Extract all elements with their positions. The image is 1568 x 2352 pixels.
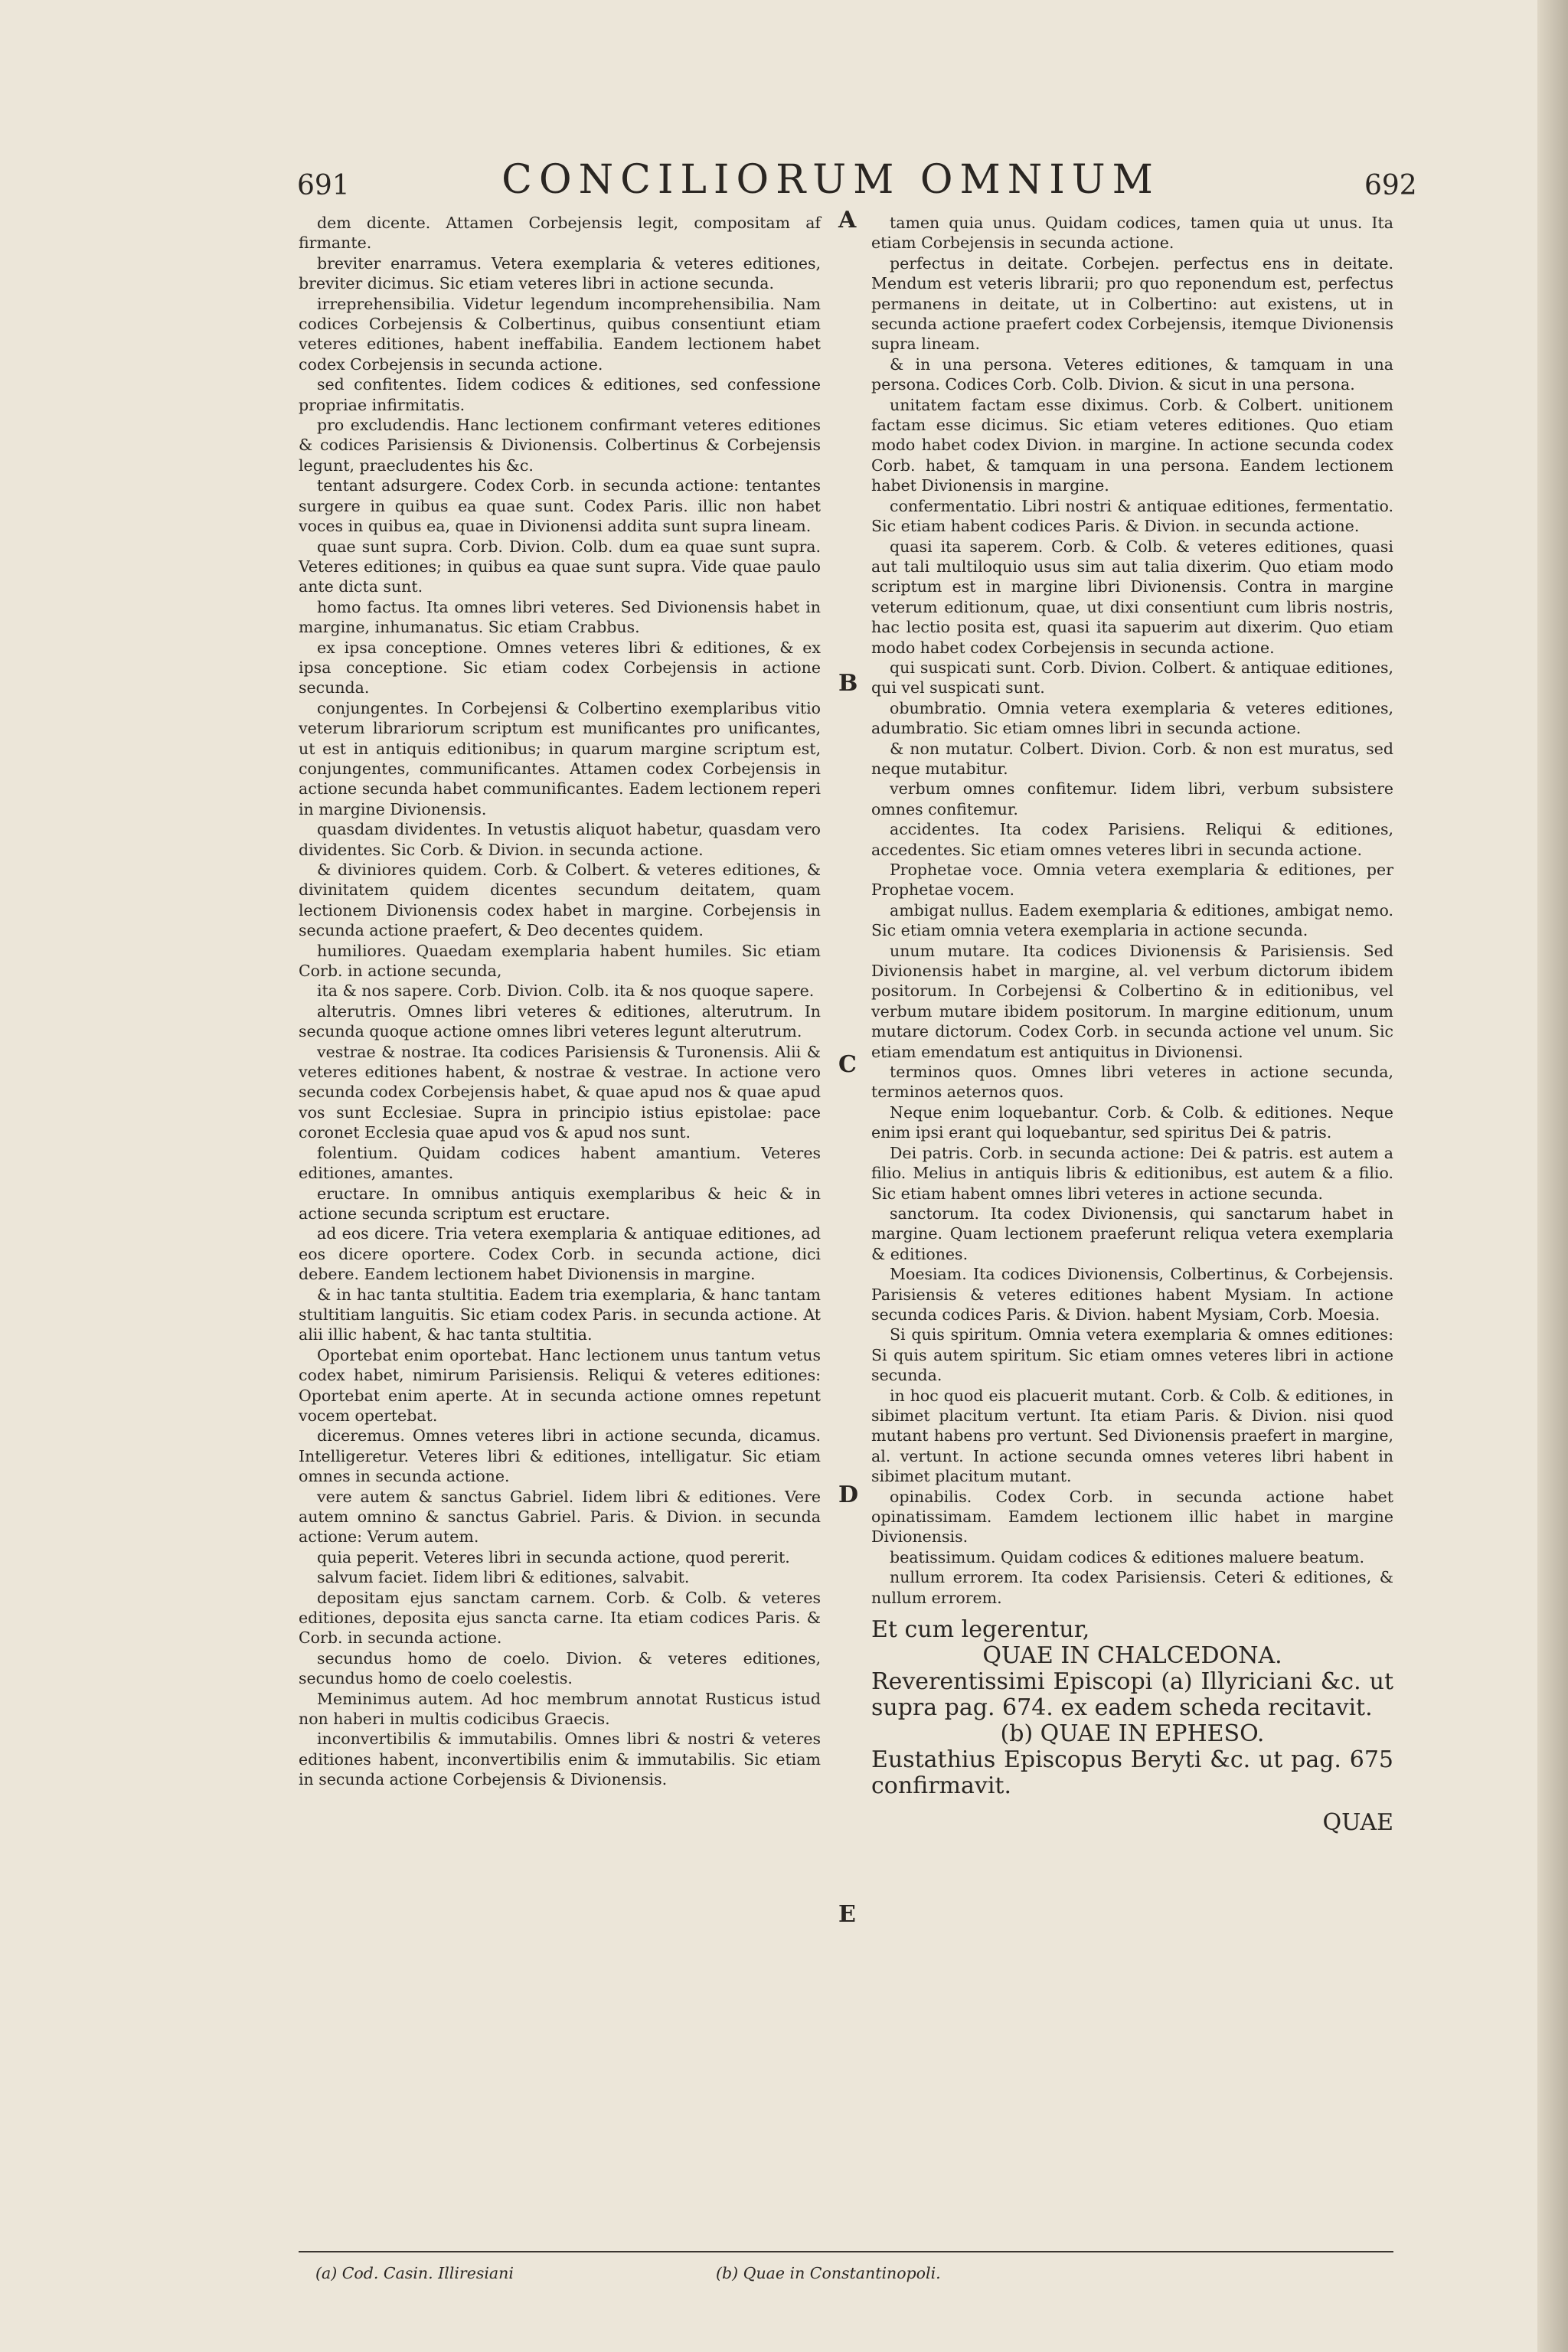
note-entry: & in hac tanta stultitia. Eadem tria exemplaria, & hanc tantam stultitiam languitis. Sic etiam codex Paris. in secunda actione. At alii illic habent, & hac tanta stultitia. bbox=[299, 1285, 821, 1344]
note-entry: Prophetae voce. Omnia vetera exemplaria & editiones, per Prophetae vocem. bbox=[871, 861, 1393, 900]
note-entry: Si quis spiritum. Omnia vetera exemplaria & omnes editiones: Si quis autem spiritum. Sic etiam omnes veteres libri in actione secunda. bbox=[871, 1325, 1393, 1385]
note-entry: breviter enarramus. Vetera exemplaria & veteres editiones, breviter dicimus. Sic etiam veteres libri in actione secunda. bbox=[299, 253, 821, 293]
note-entry: verbum omnes confitemur. Iidem libri, verbum subsistere omnes confitemur. bbox=[871, 779, 1393, 818]
closing-line-3: Eustathius Episcopus Beryti &c. ut pag. 675 confirmavit. bbox=[871, 1746, 1393, 1800]
margin-marker-c: C bbox=[838, 1051, 857, 1078]
note-entry: & diviniores quidem. Corb. & Colbert. & veteres editiones, & divinitatem quidem dicentes secundum deitatem, quam lectionem Divionensis codex habet in margine. Corbejensis in secunda actione praefert, & Deo decentes quidem. bbox=[299, 861, 821, 940]
note-entry: unum mutare. Ita codices Divionensis & Parisiensis. Sed Divionensis habet in margine, al. vel verbum dictorum ibidem positorum. In Corbejensi & Colbertino & in editionibus, vel verbum mutare ibidem positorum. In margine editionum, unum mutare dictorum. Codex Corb. in secunda actione vel unum. Sic etiam emendatum est antiquitus in Divionensi. bbox=[871, 941, 1393, 1061]
note-entry: perfectus in deitate. Corbejen. perfectus ens in deitate. Mendum est veteris librarii; pro quo reponendum est, perfectus permanens in deitate, ut in Colbertino: aut existens, ut in secunda actione praefert codex Corbejensis, itemque Divionensis supra lineam. bbox=[871, 253, 1393, 354]
page-edge bbox=[1537, 0, 1568, 2352]
note-entry: tentant adsurgere. Codex Corb. in secunda actione: tentantes surgere in quibus ea quae sunt. Codex Paris. illic non habet voces in quibus ea, quae in Divionensi addita sunt supra lineam. bbox=[299, 476, 821, 536]
note-entry: in hoc quod eis placuerit mutant. Corb. & Colb. & editiones, in sibimet placitum vertunt. Ita etiam Paris. & Divion. nisi quod mutant habens pro vertunt. Sed Divionensis praefert in margine, al. vertunt. In actione secunda omnes veteres libri habent in sibimet placitum mutant. bbox=[871, 1386, 1393, 1486]
note-entry: folentium. Quidam codices habent amantium. Veteres editiones, amantes. bbox=[299, 1143, 821, 1183]
footnote-a: (a) Cod. Casin. Illiresiani bbox=[315, 2264, 514, 2282]
closing-title-2: (b) QUAE IN EPHESO. bbox=[1000, 1720, 1265, 1748]
closing-line-1: Et cum legerentur, bbox=[871, 1616, 1090, 1644]
note-entry: vestrae & nostrae. Ita codices Parisiensis & Turonensis. Alii & veteres editiones habent, & nostrae & vestrae. In actione vero secunda codex Corbejensis habet, & quae apud nos & quae apud vos sunt Ecclesiae. Supra in principio istius epistolae: pace coronet Ecclesia quae apud vos & apud nos sunt. bbox=[299, 1042, 821, 1142]
page-number-left: 691 bbox=[297, 170, 350, 201]
note-entry: ambigat nullus. Eadem exemplaria & editiones, ambigat nemo. Sic etiam omnia vetera exemplaria in actione secunda. bbox=[871, 900, 1393, 940]
note-entry: irreprehensibilia. Videtur legendum incomprehensibilia. Nam codices Corbejensis & Colbertinus, quibus consentiunt etiam veteres editiones, habent ineffabilia. Eandem lectionem habet codex Corbejensis in secunda actione. bbox=[299, 294, 821, 374]
note-entry: secundus homo de coelo. Divion. & veteres editiones, secundus homo de coelo coelestis. bbox=[299, 1648, 821, 1688]
closing-block bbox=[871, 1616, 1393, 1837]
running-title: CONCILIORUM OMNIUM bbox=[501, 157, 1160, 203]
margin-marker-a: A bbox=[838, 207, 857, 234]
note-entry: unitatem factam esse diximus. Corb. & Colbert. unitionem factam esse dicimus. Sic etiam veteres editiones. Quo etiam modo habet codex Divion. in margine. In actione secunda codex Corb. habet, & tamquam in una persona. Eandem lectionem habet Divionensis in margine. bbox=[871, 395, 1393, 495]
note-entry: accidentes. Ita codex Parisiens. Reliqui & editiones, accedentes. Sic etiam omnes veteres libri in secunda actione. bbox=[871, 820, 1393, 859]
note-entry: quasdam dividentes. In vetustis aliquot habetur, quasdam vero dividentes. Sic Corb. & Divion. in secunda actione. bbox=[299, 820, 821, 859]
page-number-right: 692 bbox=[1364, 170, 1417, 201]
note-entry: pro excludendis. Hanc lectionem confirmant veteres editiones & codices Parisiensis & Divionensis. Colbertinus & Corbejensis legunt, praecludentes his &c. bbox=[299, 416, 821, 475]
note-entry: & non mutatur. Colbert. Divion. Corb. & non est muratus, sed neque mutabitur. bbox=[871, 739, 1393, 778]
note-entry: quia peperit. Veteres libri in secunda actione, quod pererit. bbox=[317, 1547, 790, 1566]
closing-title-1: QUAE IN CHALCEDONA. bbox=[982, 1642, 1282, 1670]
margin-marker-b: B bbox=[838, 670, 858, 697]
note-entry: depositam ejus sanctam carnem. Corb. & Colb. & veteres editiones, deposita ejus sancta carne. Ita etiam codices Paris. & Corb. in secunda actione. bbox=[299, 1588, 821, 1648]
note-entry: Moesiam. Ita codices Divionensis, Colbertinus, & Corbejensis. Parisiensis & veteres editiones habent Mysiam. In actione secunda codices Paris. & Divion. habent Mysiam, Corb. Moesia. bbox=[871, 1265, 1393, 1324]
note-entry: diceremus. Omnes veteres libri in actione secunda, dicamus. Intelligeretur. Veteres libri & editiones, intelligatur. Sic etiam omnes in secunda actione. bbox=[299, 1426, 821, 1486]
margin-marker-d: D bbox=[838, 1481, 859, 1508]
note-entry: terminos quos. Omnes libri veteres in actione secunda, terminos aeternos quos. bbox=[871, 1063, 1393, 1102]
note-entry: quae sunt supra. Corb. Divion. Colb. dum ea quae sunt supra. Veteres editiones; in quibus ea quae sunt supra. Vide quae paulo ante dicta sunt. bbox=[299, 537, 821, 596]
note-entry: Oportebat enim oportebat. Hanc lectionem unus tantum vetus codex habet, nimirum Parisiensis. Reliqui & veteres editiones: Oportebat enim aperte. At in secunda actione omnes repetunt vocem opertebat. bbox=[299, 1345, 821, 1425]
margin-marker-e: E bbox=[838, 1901, 856, 1928]
right-column-entries bbox=[871, 213, 1393, 1608]
note-entry: humiliores. Quaedam exemplaria habent humiles. Sic etiam Corb. in actione secunda, bbox=[299, 941, 821, 981]
note-entry: dem dicente. Attamen Corbejensis legit, compositam af firmante. bbox=[299, 214, 821, 253]
note-entry: homo factus. Ita omnes libri veteres. Sed Divionensis habet in margine, inhumanatus. Sic etiam Crabbus. bbox=[299, 597, 821, 637]
footnote-b: (b) Quae in Constantinopoli. bbox=[716, 2264, 941, 2282]
left-column bbox=[299, 213, 821, 1790]
note-entry: sanctorum. Ita codex Divionensis, qui sanctarum habet in margine. Quam lectionem praeferunt reliqua vetera exemplaria & editiones. bbox=[871, 1204, 1393, 1263]
note-entry: Dei patris. Corb. in secunda actione: Dei & patris. est autem a filio. Melius in antiquis libris & editionibus, est autem & a filio. Sic etiam habent omnes libri veteres in actione secunda. bbox=[871, 1143, 1393, 1203]
note-entry: qui suspicati sunt. Corb. Divion. Colbert. & antiquae editiones, qui vel suspicati sunt. bbox=[871, 658, 1393, 697]
note-entry: tamen quia unus. Quidam codices, tamen quia ut unus. Ita etiam Corbejensis in secunda actione. bbox=[871, 214, 1393, 253]
note-entry: confermentatio. Libri nostri & antiquae editiones, fermentatio. Sic etiam habent codices Paris. & Divion. in secunda actione. bbox=[871, 496, 1393, 536]
note-entry: Neque enim loquebantur. Corb. & Colb. & editiones. Neque enim ipsi erant qui loquebantur, sed spiritus Dei & patris. bbox=[871, 1102, 1393, 1142]
note-entry: obumbratio. Omnia vetera exemplaria & veteres editiones, adumbratio. Sic etiam omnes libri in secunda actione. bbox=[871, 698, 1393, 738]
right-column bbox=[871, 213, 1393, 1837]
note-entry: ex ipsa conceptione. Omnes veteres libri & editiones, & ex ipsa conceptione. Sic etiam codex Corbejensis in actione secunda. bbox=[299, 638, 821, 697]
note-entry: opinabilis. Codex Corb. in secunda actione habet opinatissimam. Eamdem lectionem illic habet in margine Divionensis. bbox=[871, 1487, 1393, 1547]
note-entry: salvum faciet. Iidem libri & editiones, salvabit. bbox=[317, 1568, 690, 1587]
note-entry: conjungentes. In Corbejensi & Colbertino exemplaribus vitio veterum librariorum scriptum est munificantes pro unificantes, ut est in antiquis editionibus; in quarum margine scriptum est, conjungentes, communificantes. Attamen codex Corbejensis in actione secunda habet communificantes. Eadem lectionem reperi in margine Divionensis. bbox=[299, 698, 821, 818]
note-entry: nullum errorem. Ita codex Parisiensis. Ceteri & editiones, & nullum errorem. bbox=[871, 1568, 1393, 1607]
note-entry: beatissimum. Quidam codices & editiones maluere beatum. bbox=[890, 1547, 1364, 1566]
catchword: QUAE bbox=[1322, 1809, 1393, 1837]
note-entry: inconvertibilis & immutabilis. Omnes libri & nostri & veteres editiones habent, inconvertibilis enim & immutabilis. Sic etiam in secunda actione Corbejensis & Divionensis. bbox=[299, 1730, 821, 1789]
closing-line-2: Reverentissimi Episcopi (a) Illyriciani &c. ut supra pag. 674. ex eadem scheda recitavit. bbox=[871, 1668, 1393, 1722]
note-entry: eructare. In omnibus antiquis exemplaribus & heic & in actione secunda scriptum est eructare. bbox=[299, 1184, 821, 1223]
note-entry: vere autem & sanctus Gabriel. Iidem libri & editiones. Vere autem omnino & sanctus Gabriel. Paris. & Divion. in secunda actione: Verum autem. bbox=[299, 1487, 821, 1547]
note-entry: quasi ita saperem. Corb. & Colb. & veteres editiones, quasi aut tali multiloquio usus sim aut talia dixerim. Quo etiam modo scriptum est in margine libri Divionensis. Contra in margine veterum editionum, quae, ut dixi consentiunt cum libris nostris, hac lectio posita est, quasi ita sapuerim aut dixerim. Quo etiam modo habet codex Corbejensis in secunda actione. bbox=[871, 537, 1393, 657]
note-entry: sed confitentes. Iidem codices & editiones, sed confessione propriae infirmitatis. bbox=[299, 375, 821, 414]
note-entry: Meminimus autem. Ad hoc membrum annotat Rusticus istud non haberi in multis codicibus Graecis. bbox=[299, 1689, 821, 1729]
footnote-rule bbox=[299, 2251, 1393, 2252]
note-entry: ad eos dicere. Tria vetera exemplaria & antiquae editiones, ad eos dicere oportere. Codex Corb. in secunda actione, dici debere. Eandem lectionem habet Divionensis in margine. bbox=[299, 1224, 821, 1284]
note-entry: & in una persona. Veteres editiones, & tamquam in una persona. Codices Corb. Colb. Divion. & sicut in una persona. bbox=[871, 354, 1393, 394]
note-entry: alterutris. Omnes libri veteres & editiones, alterutrum. In secunda quoque actione omnes libri veteres legunt alterutrum. bbox=[299, 1001, 821, 1041]
note-entry: ita & nos sapere. Corb. Divion. Colb. ita & nos quoque sapere. bbox=[317, 982, 815, 1001]
